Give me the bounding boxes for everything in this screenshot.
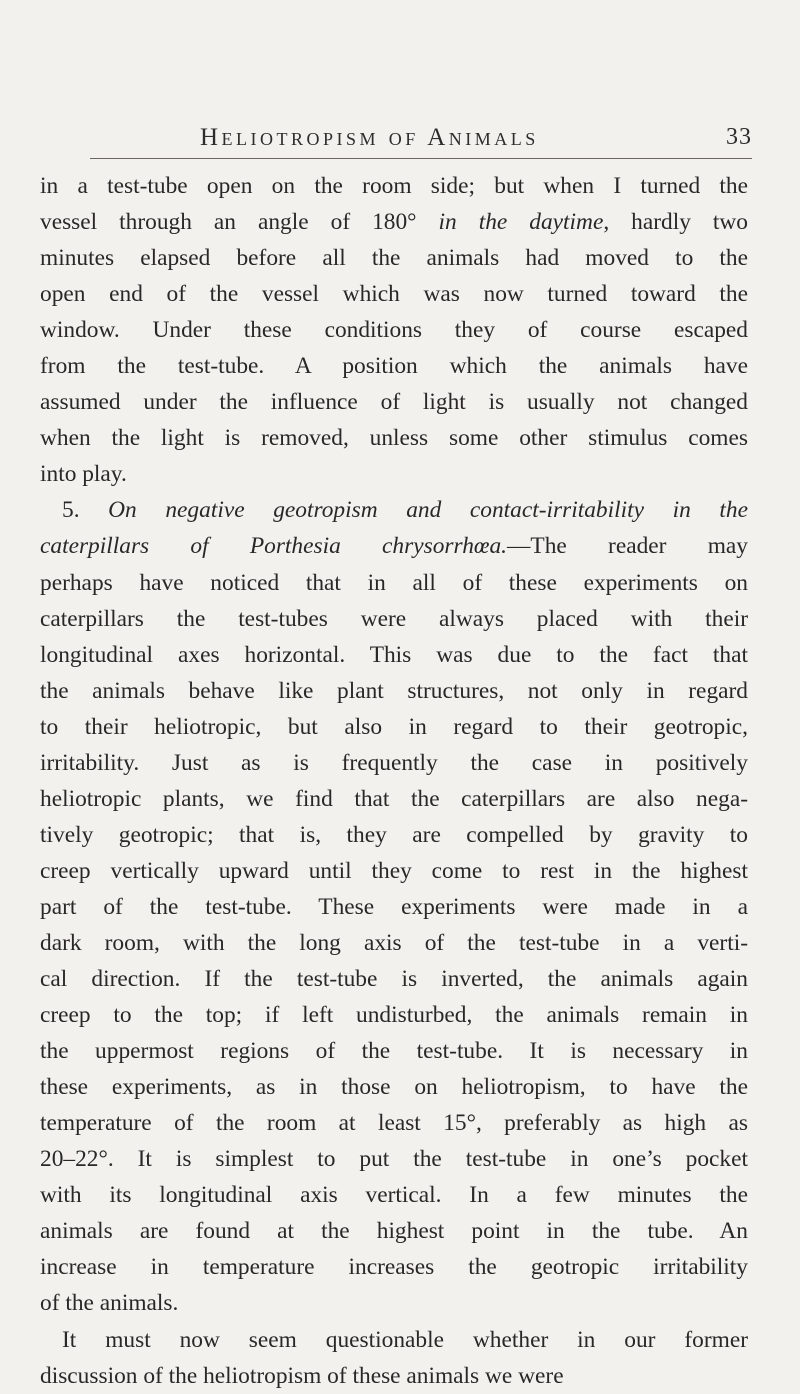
text-segment: these experiments, as in those on heliotropism, to have the (40, 1074, 748, 1101)
text-line (40, 781, 748, 817)
text-line (40, 528, 748, 564)
text-line (40, 1141, 748, 1177)
text-line (40, 1177, 748, 1213)
text-segment: window. Under these conditions they of course escaped (40, 317, 748, 344)
text-line (40, 276, 748, 312)
text-segment: 20–22°. It is simplest to put the test-tube in one’s pocket (40, 1146, 748, 1173)
text-segment: creep vertically upward until they come to rest in the highest (40, 857, 748, 884)
text-line (40, 601, 748, 637)
text-line (40, 348, 748, 384)
text-segment: vessel through an angle of 180° (40, 209, 439, 236)
text-line (40, 1322, 748, 1358)
text-line (40, 1358, 748, 1394)
text-line (40, 456, 748, 492)
text-segment: minutes elapsed before all the animals had moved to the (40, 245, 748, 272)
header-rule (90, 158, 752, 159)
text-line (40, 1213, 748, 1249)
text-line (40, 312, 748, 348)
text-line (40, 384, 748, 420)
text-line (40, 1033, 748, 1069)
body-text (40, 168, 748, 1394)
text-segment: temperature of the room at least 15°, preferably as high as (40, 1110, 748, 1137)
text-segment: It must now seem questionable whether in our former (62, 1326, 748, 1353)
text-line (40, 1069, 748, 1105)
text-segment: 5. (62, 497, 109, 524)
text-line (40, 565, 748, 601)
text-line (40, 961, 748, 997)
text-line (40, 997, 748, 1033)
text-line (40, 673, 748, 709)
text-segment: with its longitudinal axis vertical. In a few minutes the (40, 1182, 748, 1209)
text-line (40, 889, 748, 925)
running-head (90, 124, 796, 164)
text-segment: On negative geotropism and contact-irritability in the (108, 497, 748, 524)
text-segment: when the light is removed, unless some other stimulus comes (40, 425, 748, 452)
text-segment: increase in temperature increases the geotropic irritability (40, 1254, 748, 1281)
text-line (40, 240, 748, 276)
text-segment: open end of the vessel which was now turned toward the (40, 281, 748, 308)
text-segment: in the daytime (438, 209, 604, 236)
text-segment: from the test-tube. A position which the animals have (40, 353, 748, 380)
text-segment: of the animals. (40, 1290, 179, 1317)
text-line (40, 817, 748, 853)
text-segment: in a test-tube open on the room side; but when I turned the (40, 173, 748, 199)
text-segment: to their heliotropic, but also in regard to their geotropic, (40, 713, 748, 740)
text-line (40, 1105, 748, 1141)
text-line (40, 492, 748, 528)
text-segment: into play. (40, 461, 127, 488)
text-line (40, 745, 748, 781)
text-segment: tively geotropic; that is, they are compelled by gravity to (40, 821, 748, 848)
page-number: 33 (726, 124, 752, 150)
text-line (40, 168, 748, 204)
text-line (40, 637, 748, 673)
text-line (40, 204, 748, 240)
text-segment: caterpillars of Porthesia chrysorrhœa. (40, 533, 508, 560)
text-segment: cal direction. If the test-tube is inverted, the animals again (40, 966, 748, 993)
text-segment: dark room, with the long axis of the test-tube in a verti- (40, 929, 748, 956)
text-line (40, 853, 748, 889)
text-line (40, 925, 748, 961)
text-segment: —The reader may (507, 533, 748, 560)
text-segment: animals are found at the highest point in the tube. An (40, 1218, 748, 1245)
text-segment: discussion of the heliotropism of these animals we were (40, 1362, 564, 1389)
text-segment: caterpillars the test-tubes were always placed with their (40, 605, 748, 632)
text-segment: the uppermost regions of the test-tube. It is necessary in (40, 1038, 748, 1065)
text-segment: , hardly two (603, 209, 748, 236)
text-line (40, 1249, 748, 1285)
text-segment: creep to the top; if left undisturbed, the animals remain in (40, 1002, 748, 1029)
text-line (40, 420, 748, 456)
text-segment: the animals behave like plant structures, not only in regard (40, 677, 748, 704)
text-segment: heliotropic plants, we find that the caterpillars are also nega- (40, 785, 748, 812)
text-segment: longitudinal axes horizontal. This was due to the fact that (40, 641, 748, 668)
running-title: Heliotropism of Animals (200, 124, 539, 151)
text-line (40, 709, 748, 745)
text-line (40, 1285, 748, 1321)
text-segment: irritability. Just as is frequently the case in positively (40, 749, 748, 776)
text-segment: part of the test-tube. These experiments were made in a (40, 893, 748, 920)
text-segment: perhaps have noticed that in all of these experiments on (40, 569, 748, 596)
text-segment: assumed under the influence of light is usually not changed (40, 389, 748, 416)
